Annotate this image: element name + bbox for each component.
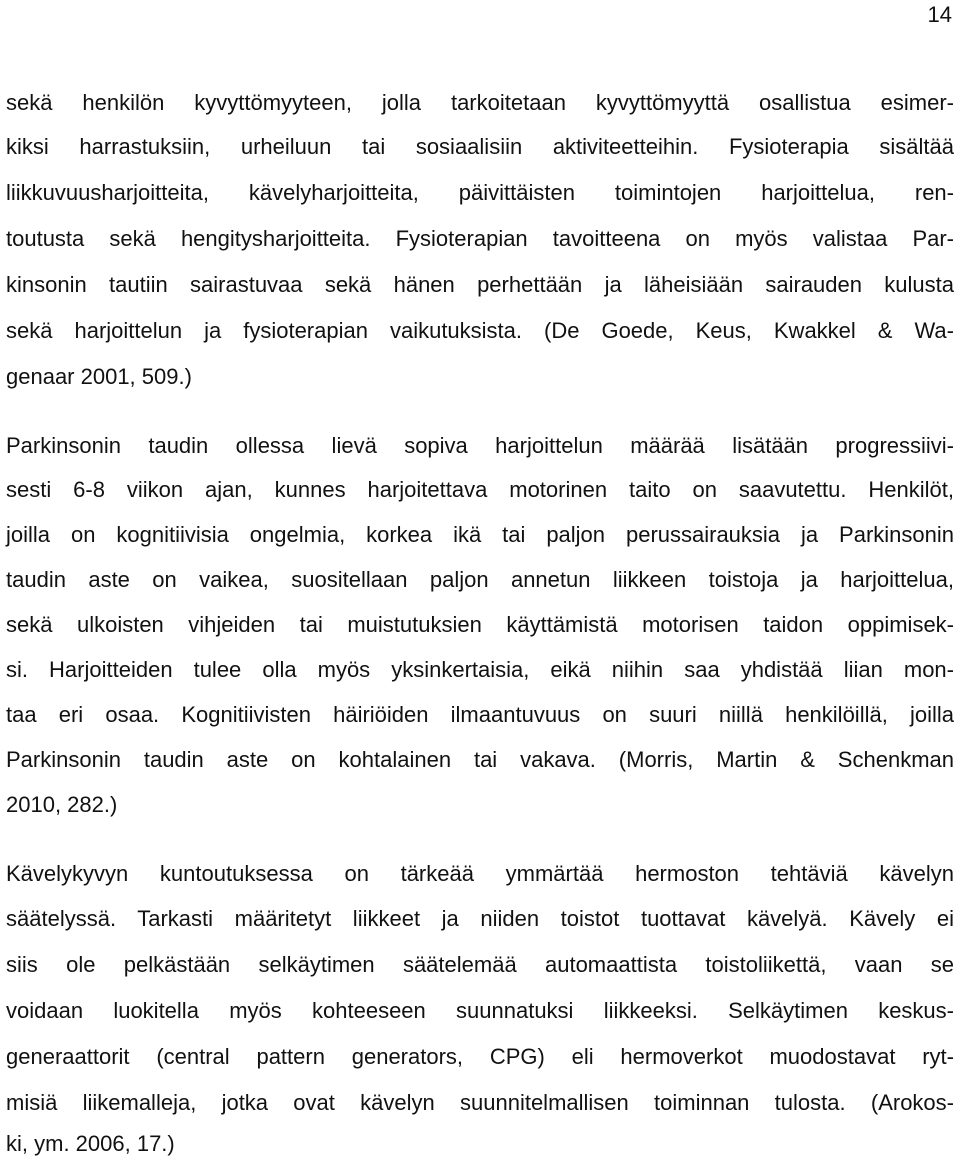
text-line: sekä henkilön kyvyttömyyteen, jolla tarkoitetaan kyvyttömyyttä osallistua esimer- xyxy=(6,90,954,115)
text-line: toutusta sekä hengitysharjoitteita. Fysioterapian tavoitteena on myös valistaa Par- xyxy=(6,226,954,251)
text-line: voidaan luokitella myös kohteeseen suunnatuksi liikkeeksi. Selkäytimen keskus- xyxy=(6,998,954,1023)
text-line: Parkinsonin taudin ollessa lievä sopiva harjoittelun määrää lisätään progressiivi- xyxy=(6,433,954,458)
text-line: sekä ulkoisten vihjeiden tai muistutuksien käyttämistä motorisen taidon oppimisek- xyxy=(6,612,954,637)
text-line: taa eri osaa. Kognitiivisten häiriöiden ilmaantuvuus on suuri niillä henkilöillä, joilla xyxy=(6,702,954,727)
text-line: misiä liikemalleja, jotka ovat kävelyn suunnitelmallisen toiminnan tulosta. (Arokos- xyxy=(6,1090,954,1115)
text-line: sesti 6-8 viikon ajan, kunnes harjoitettava motorinen taito on saavutettu. Henkilöt, xyxy=(6,477,954,502)
page-number: 14 xyxy=(927,2,952,27)
text-line: taudin aste on vaikea, suositellaan paljon annetun liikkeen toistoja ja harjoittelua, xyxy=(6,567,954,592)
text-line: genaar 2001, 509.) xyxy=(6,364,192,389)
text-line: Kävelykyvyn kuntoutuksessa on tärkeää ymmärtää hermoston tehtäviä kävelyn xyxy=(6,861,954,886)
text-line: 2010, 282.) xyxy=(6,792,118,817)
text-line: sekä harjoittelun ja fysioterapian vaikutuksista. (De Goede, Keus, Kwakkel & Wa- xyxy=(6,318,954,343)
text-line: kinsonin tautiin sairastuvaa sekä hänen perhettään ja läheisiään sairauden kulusta xyxy=(6,272,954,297)
text-line: säätelyssä. Tarkasti määritetyt liikkeet ja niiden toistot tuottavat kävelyä. Kävely ei xyxy=(6,906,954,931)
text-line: kiksi harrastuksiin, urheiluun tai sosiaalisiin aktiviteetteihin. Fysioterapia sisältää xyxy=(6,134,954,159)
text-line: generaattorit (central pattern generators, CPG) eli hermoverkot muodostavat ryt- xyxy=(6,1044,954,1069)
text-line: liikkuvuusharjoitteita, kävelyharjoitteita, päivittäisten toimintojen harjoittelua, ren- xyxy=(6,180,954,205)
text-line: Parkinsonin taudin aste on kohtalainen tai vakava. (Morris, Martin & Schenkman xyxy=(6,747,954,772)
text-line: joilla on kognitiivisia ongelmia, korkea ikä tai paljon perussairauksia ja Parkinsonin xyxy=(6,522,954,547)
text-line: ki, ym. 2006, 17.) xyxy=(6,1131,175,1156)
text-line: si. Harjoitteiden tulee olla myös yksinkertaisia, eikä niihin saa yhdistää liian mon- xyxy=(6,657,954,682)
text-line: siis ole pelkästään selkäytimen säätelemää automaattista toistoliikettä, vaan se xyxy=(6,952,954,977)
